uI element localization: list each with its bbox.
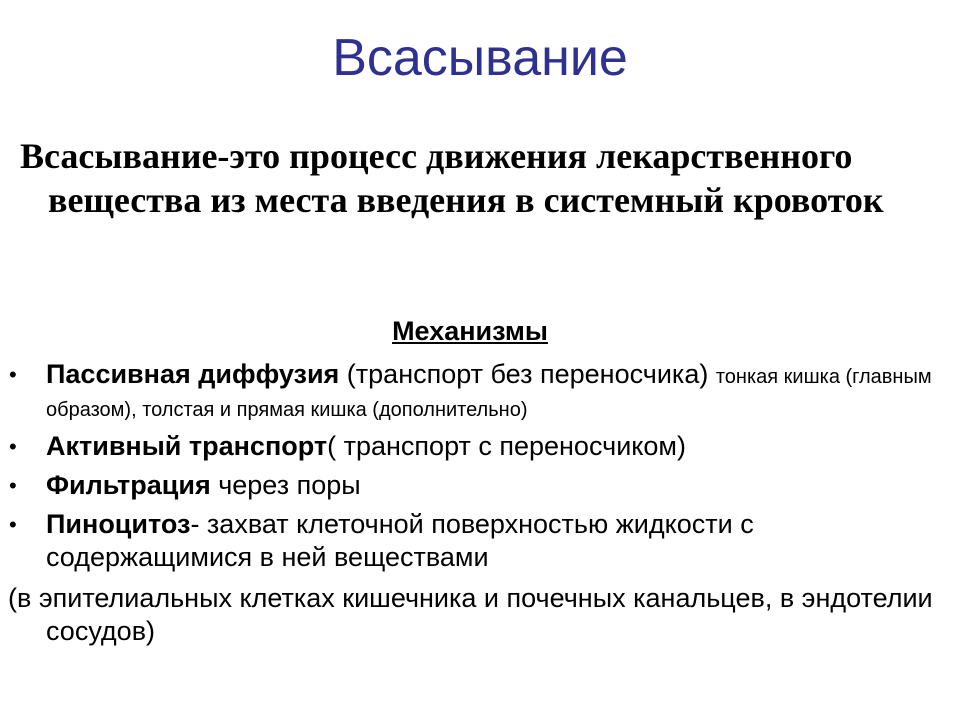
mechanism-term: Пассивная диффузия [46,359,340,389]
mechanism-description: (транспорт без переносчика) [339,359,716,389]
mechanism-description: через поры [210,470,361,500]
mechanism-term: Пиноцитоз [46,509,191,539]
mechanism-term: Активный транспорт [46,431,328,461]
mechanism-term: Фильтрация [46,470,211,500]
mechanisms-heading: Механизмы [392,316,548,346]
mechanism-active-transport [0,430,940,463]
mechanism-pinocytosis [0,508,940,574]
bullet-icon: • [9,473,17,498]
bullet-icon: • [9,512,17,537]
mechanisms-list [0,358,940,580]
definition-text: Всасывание-это процесс движения лекарственного вещества из места введения в системный кровоток [20,136,884,220]
footnote-text: (в эпителиальных клетках кишечника и почечных канальцев, в эндотелии сосудов) [8,583,933,646]
slide-title: Всасывание [332,29,628,87]
mechanism-filtration [0,469,940,502]
bullet-icon: • [9,362,17,387]
mechanism-description: ( транспорт с переносчиком) [327,431,686,461]
mechanism-note: тонкая кишка (главным образом), толстая и прямая кишка (дополнительно) [46,366,932,421]
mechanism-passive-diffusion [0,358,940,424]
bullet-icon: • [9,434,17,459]
mechanism-description: - захват клеточной поверхностью жидкости с содержащимися в ней веществами [46,509,754,572]
